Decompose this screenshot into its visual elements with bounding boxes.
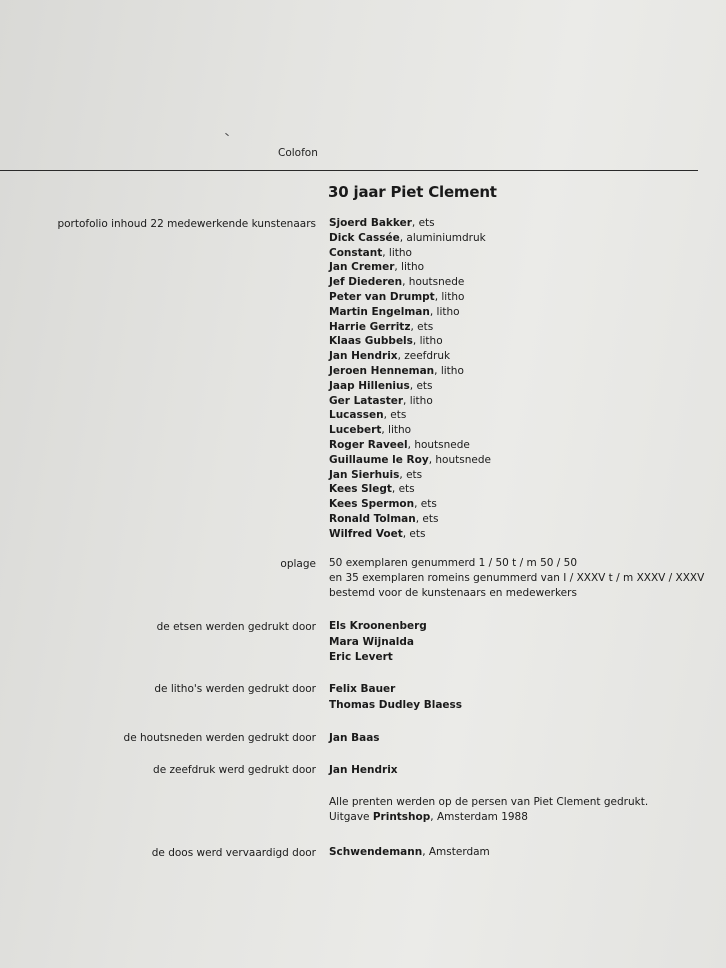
artist-name: Lucebert	[329, 424, 382, 437]
artist-name: Kees Slegt	[329, 483, 392, 496]
artist-row	[329, 527, 491, 542]
artist-technique: , houtsnede	[407, 438, 470, 451]
artist-technique: , ets	[414, 498, 437, 511]
artist-row	[329, 379, 491, 394]
printer-name: Thomas Dudley Blaess	[329, 698, 463, 711]
artist-row	[329, 334, 491, 349]
artist-technique: , zeefdruk	[397, 350, 451, 363]
artist-row	[329, 260, 491, 275]
zeefdruk-printers	[329, 763, 398, 779]
artist-name: Roger Raveel	[329, 438, 408, 451]
portfolio-label: portofolio inhoud 22 medewerkende kunstenaars	[57, 218, 316, 230]
artist-name: Guillaume le Roy	[329, 453, 429, 466]
artist-row	[329, 349, 491, 364]
artist-row	[329, 320, 491, 335]
artist-technique: , ets	[415, 512, 439, 525]
publisher-line	[329, 810, 648, 825]
artist-row	[329, 468, 491, 483]
artist-list	[329, 216, 491, 542]
artist-name: Kees Spermon	[329, 498, 415, 511]
doos-maker	[329, 845, 490, 860]
artist-technique: , ets	[391, 483, 415, 496]
artist-row	[329, 453, 491, 468]
artist-name: Klaas Gubbels	[329, 335, 413, 348]
artist-row	[329, 216, 491, 231]
artist-name: Dick Cassée	[329, 231, 400, 244]
printer-name: Mara Wijnalda	[329, 635, 414, 648]
artist-technique: , houtsnede	[402, 276, 465, 289]
publisher-prefix: Uitgave	[329, 810, 373, 823]
doos-label: de doos werd vervaardigd door	[151, 847, 316, 859]
artist-row	[329, 423, 491, 438]
artist-row	[329, 364, 491, 379]
artist-row	[329, 290, 491, 305]
artist-name: Jeroen Henneman	[329, 364, 435, 377]
lithos-label: de litho's werden gedrukt door	[154, 683, 316, 695]
doos-maker-name: Schwendemann	[329, 846, 423, 858]
doos-maker-place: , Amsterdam	[422, 846, 490, 858]
artist-technique: , litho	[412, 335, 443, 348]
printer-name: Felix Bauer	[329, 683, 396, 695]
publisher-suffix: , Amsterdam 1988	[430, 810, 528, 823]
artist-name: Ger Lataster	[329, 394, 404, 407]
artist-technique: , ets	[411, 217, 435, 229]
artist-name: Sjoerd Bakker	[329, 217, 412, 229]
artist-row	[329, 482, 491, 497]
oplage-line: 50 exemplaren genummerd 1 / 50 t / m 50 / 50	[329, 557, 578, 569]
publisher-name: Printshop	[372, 810, 431, 823]
litho-printers	[329, 682, 462, 713]
artist-row	[329, 438, 491, 453]
artist-technique: , ets	[409, 379, 433, 392]
paper-mark	[225, 133, 229, 136]
artist-name: Wilfred Voet	[329, 527, 403, 540]
artist-row	[329, 275, 491, 290]
oplage-label: oplage	[280, 558, 316, 570]
houtsneden-label: de houtsneden werden gedrukt door	[123, 732, 316, 744]
printer-name: Jan Baas	[329, 732, 380, 744]
artist-name: Jan Hendrix	[329, 350, 398, 363]
artist-name: Ronald Tolman	[329, 512, 416, 525]
artist-name: Jan Cremer	[329, 261, 395, 274]
artist-technique: , litho	[434, 290, 465, 303]
zeefdruk-label: de zeefdruk werd gedrukt door	[153, 764, 316, 776]
etsen-label: de etsen werden gedrukt door	[156, 621, 316, 633]
artist-name: Constant	[329, 246, 383, 259]
artist-technique: , aluminiumdruk	[399, 231, 486, 244]
artist-row	[329, 394, 491, 409]
artist-technique: , ets	[399, 468, 423, 481]
printer-name: Els Kroonenberg	[329, 620, 427, 632]
artist-technique: , ets	[410, 320, 434, 333]
artist-name: Jan Sierhuis	[329, 468, 400, 481]
oplage-line: bestemd voor de kunstenaars en medewerkers	[329, 586, 577, 599]
page-title: 30 jaar Piet Clement	[328, 183, 497, 201]
header-rule	[0, 170, 698, 171]
oplage-text	[329, 556, 704, 600]
artist-name: Peter van Drumpt	[329, 290, 435, 303]
printer-name: Eric Levert	[329, 651, 393, 663]
artist-technique: , litho	[403, 394, 433, 407]
artist-row	[329, 246, 491, 261]
doos-line	[329, 845, 490, 860]
artist-technique: , litho	[429, 305, 460, 318]
artist-row	[329, 231, 491, 246]
artist-technique: , litho	[382, 246, 412, 259]
artist-row	[329, 408, 491, 423]
printer-name: Jan Hendrix	[329, 764, 398, 776]
colofon-label: Colofon	[278, 147, 318, 159]
presses-note	[329, 795, 648, 825]
artist-name: Jaap Hillenius	[329, 379, 410, 392]
presses-line: Alle prenten werden op de persen van Piet Clement gedrukt.	[329, 796, 649, 808]
houtsnede-printers	[329, 731, 380, 747]
artist-name: Lucassen	[329, 409, 384, 422]
artist-technique: , litho	[434, 364, 464, 377]
etsen-printers	[329, 619, 427, 666]
artist-technique: , litho	[381, 424, 412, 437]
artist-name: Harrie Gerritz	[329, 320, 411, 333]
oplage-line: en 35 exemplaren romeins genummerd van I / XXXV t / m XXXV / XXXV	[329, 571, 705, 584]
artist-technique: , houtsnede	[428, 453, 491, 466]
artist-technique: , ets	[402, 527, 426, 540]
artist-row	[329, 305, 491, 320]
artist-name: Jef Diederen	[329, 276, 403, 289]
artist-technique: , ets	[383, 409, 407, 422]
artist-technique: , litho	[394, 261, 425, 274]
artist-name: Martin Engelman	[329, 305, 430, 318]
artist-row	[329, 512, 491, 527]
artist-row	[329, 497, 491, 512]
